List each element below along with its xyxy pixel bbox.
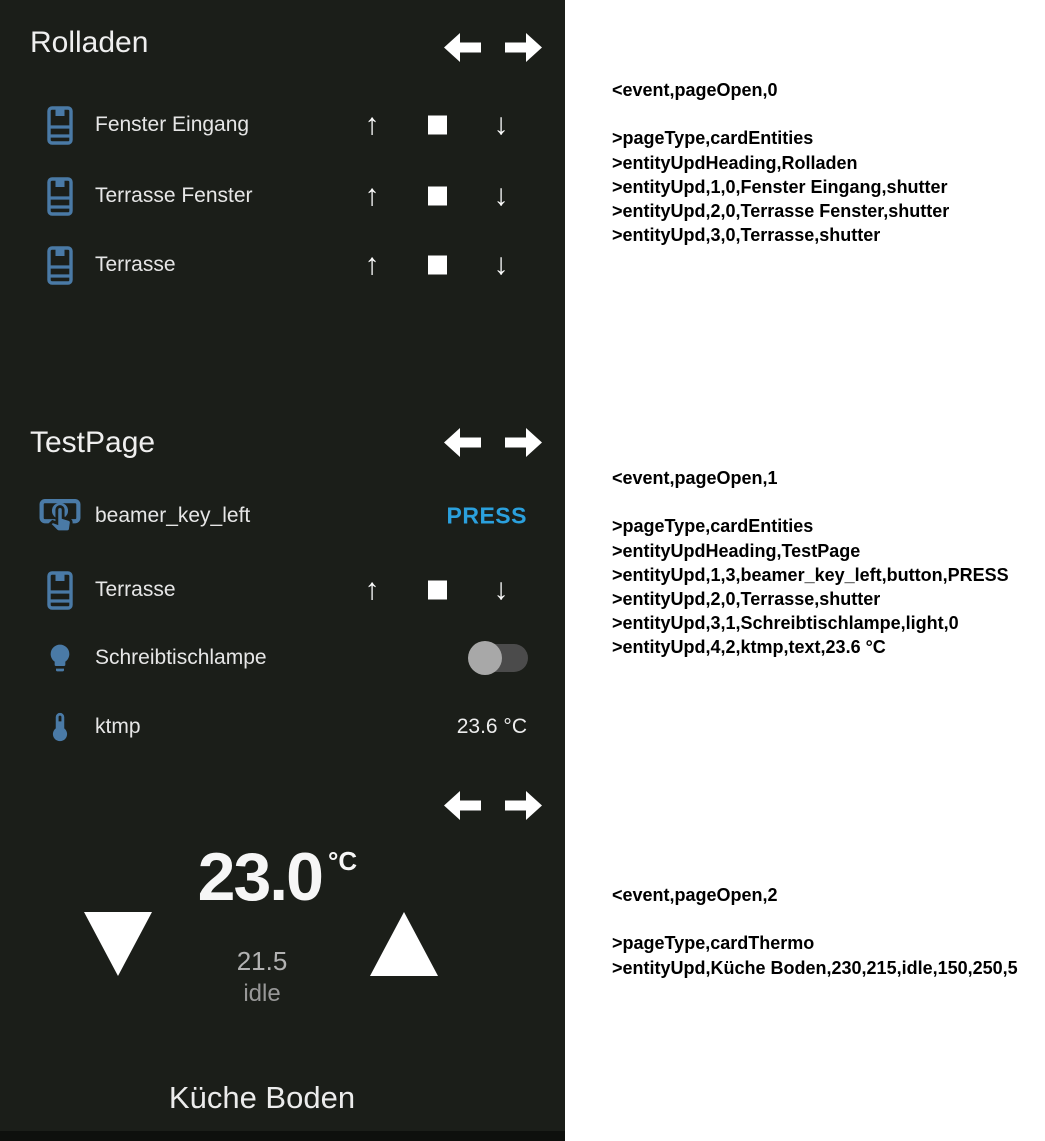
protocol-line: >entityUpd,Küche Boden,230,215,idle,150,250,5 [612, 957, 1018, 978]
protocol-line [612, 907, 1042, 931]
shutter-up-button[interactable]: ↑ [364, 573, 380, 606]
window-shutter-icon [36, 101, 84, 149]
protocol-block-page1 [612, 466, 1042, 660]
entity-row [30, 705, 535, 749]
protocol-block-page0 [612, 78, 1042, 247]
protocol-line: >entityUpd,2,0,Terrasse Fenster,shutter [612, 201, 950, 221]
protocol-line: >entityUpd,4,2,ktmp,text,23.6 °C [612, 637, 886, 658]
screen-bottom-edge [0, 1131, 565, 1141]
entity-row [30, 174, 535, 218]
shutter-stop-button[interactable] [428, 256, 447, 275]
entity-row [30, 103, 535, 147]
shutter-up-button[interactable]: ↑ [364, 248, 380, 281]
page-title: Rolladen [30, 26, 149, 59]
thermometer-icon [36, 703, 84, 751]
protocol-line: >entityUpd,3,0,Terrasse,shutter [612, 225, 881, 246]
temp-up-button[interactable] [368, 910, 440, 978]
protocol-line [612, 102, 1042, 126]
entity-label: Terrasse Fenster [95, 184, 253, 207]
entity-value: 23.6 °C [456, 715, 527, 738]
entity-row [30, 636, 535, 680]
protocol-line: <event,pageOpen,2 [612, 885, 778, 905]
protocol-line: >pageType,cardEntities [612, 128, 814, 149]
page-title: TestPage [30, 426, 156, 459]
thermostat-title: Küche Boden [168, 1080, 356, 1115]
entity-label: beamer_key_left [95, 504, 251, 527]
protocol-line: >entityUpd,2,0,Terrasse,shutter [612, 589, 881, 609]
entity-row [30, 568, 535, 612]
toggle-knob [468, 641, 502, 675]
entity-label: Terrasse [95, 578, 176, 601]
entity-label: Terrasse [95, 253, 176, 276]
entity-row [30, 243, 535, 287]
light-toggle-switch[interactable] [468, 640, 528, 676]
window-shutter-icon [36, 241, 84, 289]
nav-next-icon[interactable] [505, 790, 543, 821]
hvac-state: idle [243, 980, 281, 1007]
protocol-line: >entityUpd,3,1,Schreibtischlampe,light,0 [612, 613, 959, 634]
shutter-down-button[interactable]: ↓ [493, 573, 509, 606]
shutter-down-button[interactable]: ↓ [493, 248, 509, 281]
panel-testpage [0, 380, 565, 760]
shutter-up-button[interactable]: ↑ [364, 108, 380, 141]
temperature-unit: °C [328, 846, 358, 876]
protocol-line [612, 490, 1042, 514]
nav-next-icon[interactable] [505, 32, 543, 63]
nav-prev-icon[interactable] [443, 427, 481, 458]
gesture-tap-button-icon [36, 492, 84, 540]
entity-label: Fenster Eingang [95, 113, 250, 136]
protocol-line: >pageType,cardEntities [612, 516, 814, 537]
window-shutter-icon [36, 566, 84, 614]
current-temperature: 23.0 [197, 839, 322, 915]
entity-label: ktmp [95, 715, 141, 738]
shutter-stop-button[interactable] [428, 187, 447, 206]
protocol-line: >entityUpdHeading,Rolladen [612, 152, 858, 173]
protocol-block-page2 [612, 883, 1042, 980]
protocol-line: <event,pageOpen,0 [612, 80, 778, 100]
shutter-stop-button[interactable] [428, 581, 447, 600]
protocol-line: >entityUpdHeading,TestPage [612, 540, 861, 561]
temp-down-button[interactable] [82, 910, 154, 978]
panel-rolladen [0, 0, 565, 380]
shutter-down-button[interactable]: ↓ [493, 108, 509, 141]
protocol-line: >pageType,cardThermo [612, 933, 815, 954]
panel-thermostat [0, 760, 565, 1141]
press-button[interactable]: PRESS [446, 502, 527, 529]
entity-label: Schreibtischlampe [95, 646, 267, 669]
protocol-line: >entityUpd,1,3,beamer_key_left,button,PRESS [612, 564, 1009, 585]
shutter-down-button[interactable]: ↓ [493, 179, 509, 212]
entity-row [30, 494, 535, 538]
shutter-up-button[interactable]: ↑ [364, 179, 380, 212]
target-temperature: 21.5 [236, 946, 288, 976]
protocol-line: >entityUpd,1,0,Fenster Eingang,shutter [612, 176, 948, 197]
nav-prev-icon[interactable] [443, 790, 481, 821]
lightbulb-icon [36, 634, 84, 682]
nav-prev-icon[interactable] [443, 32, 481, 63]
nav-next-icon[interactable] [505, 427, 543, 458]
shutter-stop-button[interactable] [428, 116, 447, 135]
protocol-line: <event,pageOpen,1 [612, 468, 778, 488]
window-shutter-icon [36, 172, 84, 220]
